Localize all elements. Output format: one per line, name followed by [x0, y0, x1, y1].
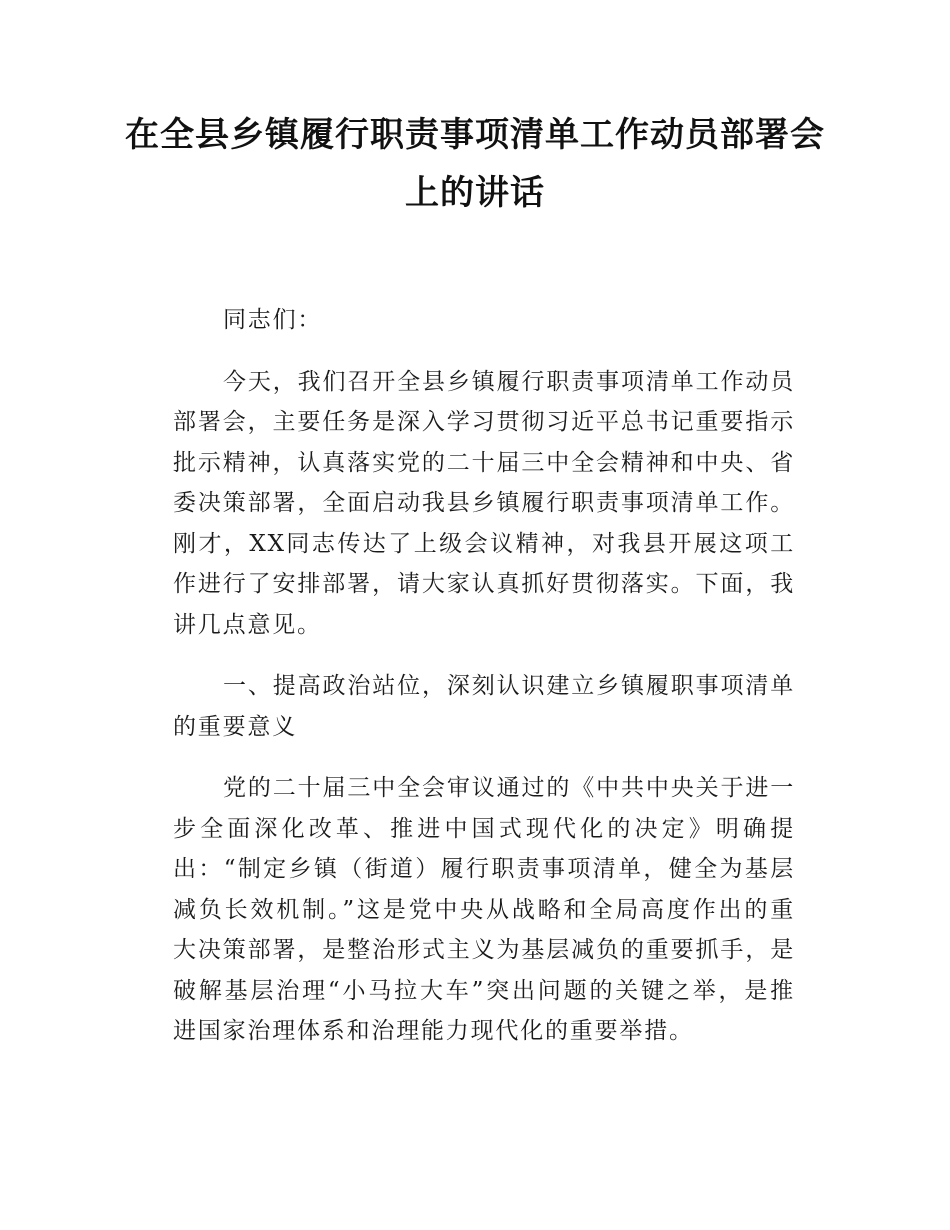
paragraph-opening: 今天，我们召开全县乡镇履行职责事项清单工作动员部署会，主要任务是深入学习贯彻习近平总书记重要指示批示精神，认真落实党的二十届三中全会精神和中央、省委决策部署，全面启动我县乡镇履行职责事项清单工作。刚才，XX同志传达了上级会议精神，对我县开展这项工作进行了安排部署，请大家认真抓好贯彻落实。下面，我讲几点意见。: [173, 368, 795, 638]
document-body: [173, 300, 795, 1073]
section-heading-1: 一、提高政治站位，深刻认识建立乡镇履职事项清单的重要意义: [173, 673, 795, 740]
paragraph-section-1: 党的二十届三中全会审议通过的《中共中央关于进一步全面深化改革、推进中国式现代化的决定》明确提出：“制定乡镇（街道）履行职责事项清单，健全为基层减负长效机制。”这是党中央从战略和全局高度作出的重大决策部署，是整治形式主义为基层减负的重要抓手，是破解基层治理“小马拉大车”突出问题的关键之举，是推进国家治理体系和治理能力现代化的重要举措。: [173, 775, 795, 1044]
salutation: 同志们：: [223, 307, 323, 333]
document-title: 在全县乡镇履行职责事项清单工作动员部署会上的讲话: [125, 115, 825, 213]
